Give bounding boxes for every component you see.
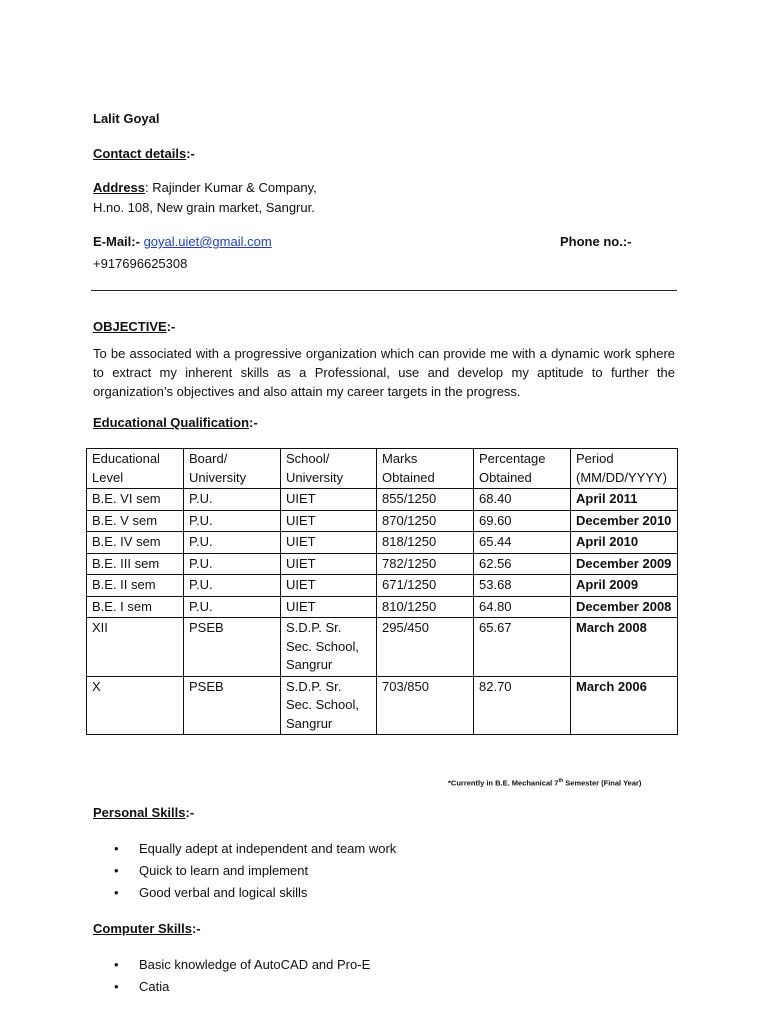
computer-skills-list [112, 954, 370, 998]
table-cell: 855/1250 [377, 489, 474, 511]
table-cell: XII [87, 618, 184, 677]
table-cell: 65.44 [474, 532, 571, 554]
phone-number: +917696625308 [93, 256, 188, 271]
table-cell: UIET [281, 532, 377, 554]
table-cell: March 2008 [571, 618, 678, 677]
table-header-cell: Percentage Obtained [474, 449, 571, 489]
table-row [87, 553, 678, 575]
table-cell: 64.80 [474, 596, 571, 618]
table-cell: P.U. [184, 596, 281, 618]
table-cell: 65.67 [474, 618, 571, 677]
table-cell: S.D.P. Sr. Sec. School, Sangrur [281, 618, 377, 677]
table-row [87, 596, 678, 618]
email-label: E-Mail:- [93, 234, 144, 249]
table-cell: P.U. [184, 553, 281, 575]
personal-skills-heading: Personal Skills:- [93, 805, 195, 820]
table-cell: B.E. I sem [87, 596, 184, 618]
table-cell: UIET [281, 553, 377, 575]
table-cell: B.E. III sem [87, 553, 184, 575]
table-row [87, 489, 678, 511]
table-cell: PSEB [184, 618, 281, 677]
table-header-cell: Board/ University [184, 449, 281, 489]
table-cell: April 2010 [571, 532, 678, 554]
phone-label: Phone no.:- [560, 234, 632, 249]
table-cell: P.U. [184, 532, 281, 554]
table-cell: December 2008 [571, 596, 678, 618]
table-cell: 53.68 [474, 575, 571, 597]
table-cell: UIET [281, 489, 377, 511]
table-cell: 703/850 [377, 676, 474, 735]
address-line1: Address: Rajinder Kumar & Company, [93, 180, 317, 195]
personal-skills-list [112, 838, 396, 904]
table-cell: P.U. [184, 489, 281, 511]
table-cell: 870/1250 [377, 510, 474, 532]
table-row [87, 676, 678, 735]
bullet-icon: • [114, 957, 119, 972]
list-item: • Good verbal and logical skills [112, 882, 396, 904]
table-cell: April 2009 [571, 575, 678, 597]
table-header-cell: School/ University [281, 449, 377, 489]
table-footnote: *Currently in B.E. Mechanical 7th Semester (Final Year) [448, 778, 642, 788]
table-cell: P.U. [184, 510, 281, 532]
table-cell: 68.40 [474, 489, 571, 511]
table-cell: April 2011 [571, 489, 678, 511]
table-cell: 82.70 [474, 676, 571, 735]
email-link[interactable]: goyal.uiet@gmail.com [143, 234, 272, 249]
table-cell: S.D.P. Sr. Sec. School, Sangrur [281, 676, 377, 735]
table-header-cell: Marks Obtained [377, 449, 474, 489]
list-item: • Quick to learn and implement [112, 860, 396, 882]
table-cell: B.E. IV sem [87, 532, 184, 554]
table-cell: UIET [281, 596, 377, 618]
table-cell: 782/1250 [377, 553, 474, 575]
bullet-icon: • [114, 979, 119, 994]
table-cell: B.E. II sem [87, 575, 184, 597]
bullet-icon: • [114, 841, 119, 856]
contact-heading: Contact details:- [93, 146, 195, 161]
table-header-row [87, 449, 678, 489]
bullet-icon: • [114, 885, 119, 900]
bullet-icon: • [114, 863, 119, 878]
table-cell: 818/1250 [377, 532, 474, 554]
objective-text: To be associated with a progressive organization which can provide me with a dynamic work sphere to extract my inherent skills as a Professional, use and develop my aptitude to further the organization’s objectives and also attain my career targets in the progress. [93, 346, 675, 399]
horizontal-rule [91, 290, 677, 291]
education-table [86, 448, 678, 735]
table-cell: March 2006 [571, 676, 678, 735]
table-cell: December 2010 [571, 510, 678, 532]
table-cell: X [87, 676, 184, 735]
table-row [87, 618, 678, 677]
table-cell: B.E. V sem [87, 510, 184, 532]
table-cell: P.U. [184, 575, 281, 597]
table-cell: B.E. VI sem [87, 489, 184, 511]
table-header-cell: Educational Level [87, 449, 184, 489]
table-row [87, 575, 678, 597]
computer-skills-heading: Computer Skills:- [93, 921, 201, 936]
table-cell: UIET [281, 510, 377, 532]
objective-heading: OBJECTIVE:- [93, 319, 176, 334]
table-header-cell: Period (MM/DD/YYYY) [571, 449, 678, 489]
table-cell: 69.60 [474, 510, 571, 532]
table-cell: 62.56 [474, 553, 571, 575]
table-row [87, 532, 678, 554]
table-row [87, 510, 678, 532]
table-cell: 810/1250 [377, 596, 474, 618]
table-cell: 295/450 [377, 618, 474, 677]
address-label: Address [93, 180, 146, 195]
address-line2: H.no. 108, New grain market, Sangrur. [93, 200, 315, 215]
candidate-name: Lalit Goyal [93, 111, 160, 126]
email-line [93, 234, 272, 249]
table-cell: December 2009 [571, 553, 678, 575]
table-cell: UIET [281, 575, 377, 597]
list-item: • Catia [112, 976, 370, 998]
list-item: • Basic knowledge of AutoCAD and Pro-E [112, 954, 370, 976]
list-item: • Equally adept at independent and team work [112, 838, 396, 860]
table-cell: 671/1250 [377, 575, 474, 597]
education-heading: Educational Qualification:- [93, 415, 258, 430]
table-cell: PSEB [184, 676, 281, 735]
